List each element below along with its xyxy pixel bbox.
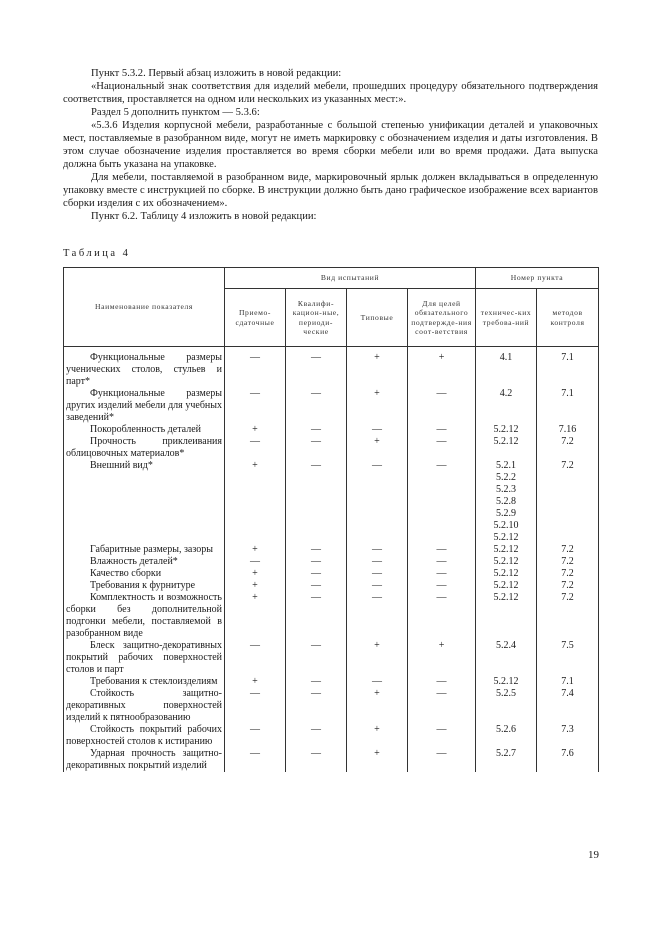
cell-value: — bbox=[311, 352, 321, 363]
table-row bbox=[64, 544, 599, 556]
cell-value: — bbox=[372, 556, 382, 567]
cell-value: 7.2 bbox=[561, 592, 574, 603]
header-acceptance: Приемо-сдаточные bbox=[225, 289, 286, 347]
clause-number: 5.2.3 bbox=[496, 484, 517, 495]
cell-value: — bbox=[311, 580, 321, 591]
cell-qualification bbox=[286, 592, 347, 640]
cell-acceptance bbox=[225, 592, 286, 640]
cell-mandatory-confirmation bbox=[408, 640, 476, 676]
cell-indicator-name bbox=[64, 347, 225, 389]
cell-value: + bbox=[252, 568, 258, 579]
cell-value: 5.2.12 bbox=[493, 424, 519, 435]
header-control-methods: методов контроля bbox=[537, 289, 599, 347]
cell-control-methods bbox=[537, 436, 599, 460]
indicator-name-text: Требования к стеклоизделиям bbox=[90, 676, 218, 687]
cell-technical-requirements bbox=[476, 724, 537, 748]
header-indicator-name: Наименование показателя bbox=[64, 268, 225, 347]
cell-indicator-name bbox=[64, 640, 225, 676]
cell-indicator-name bbox=[64, 580, 225, 592]
cell-technical-requirements bbox=[476, 688, 537, 724]
cell-value: + bbox=[252, 424, 258, 435]
cell-value: — bbox=[250, 436, 260, 447]
cell-mandatory-confirmation bbox=[408, 592, 476, 640]
cell-acceptance bbox=[225, 424, 286, 436]
table-row bbox=[64, 460, 599, 544]
cell-value: 7.3 bbox=[561, 724, 574, 735]
cell-qualification bbox=[286, 724, 347, 748]
cell-type-tests bbox=[347, 676, 408, 688]
cell-value: — bbox=[372, 568, 382, 579]
cell-technical-requirements bbox=[476, 580, 537, 592]
cell-type-tests bbox=[347, 592, 408, 640]
indicator-name-text: Габаритные размеры, зазоры bbox=[90, 544, 213, 555]
cell-qualification bbox=[286, 460, 347, 544]
cell-value: — bbox=[311, 688, 321, 699]
cell-value: — bbox=[311, 460, 321, 471]
cell-control-methods bbox=[537, 544, 599, 556]
cell-technical-requirements bbox=[476, 347, 537, 389]
cell-indicator-name bbox=[64, 688, 225, 724]
clause-number: 5.2.2 bbox=[496, 472, 517, 483]
clause-number: 5.2.9 bbox=[496, 508, 517, 519]
cell-indicator-name bbox=[64, 436, 225, 460]
cell-value: — bbox=[250, 556, 260, 567]
table-row bbox=[64, 640, 599, 676]
cell-technical-requirements bbox=[476, 592, 537, 640]
indicator-name-text: Стойкость защитно-декоративных поверхностей изделий к пятнообразованию bbox=[66, 688, 222, 723]
cell-acceptance bbox=[225, 724, 286, 748]
cell-value: + bbox=[252, 592, 258, 603]
cell-value: — bbox=[311, 640, 321, 651]
cell-value: — bbox=[436, 748, 447, 759]
cell-value: — bbox=[311, 436, 321, 447]
cell-value: — bbox=[311, 592, 321, 603]
cell-technical-requirements bbox=[476, 460, 537, 544]
cell-control-methods bbox=[537, 388, 599, 424]
indicator-name-text: Стойкость покрытий рабочих поверхностей столов к истиранию bbox=[66, 724, 222, 747]
cell-value: 5.2.4 bbox=[496, 640, 517, 651]
table-body bbox=[64, 347, 599, 773]
cell-value: — bbox=[311, 556, 321, 567]
cell-acceptance bbox=[225, 347, 286, 389]
cell-value: — bbox=[250, 388, 260, 399]
cell-control-methods bbox=[537, 676, 599, 688]
cell-value: — bbox=[436, 676, 447, 687]
cell-technical-requirements bbox=[476, 424, 537, 436]
table-row bbox=[64, 424, 599, 436]
cell-value: + bbox=[374, 352, 380, 363]
cell-indicator-name bbox=[64, 388, 225, 424]
header-clause-number-group: Номер пункта bbox=[476, 268, 599, 289]
cell-control-methods bbox=[537, 688, 599, 724]
cell-value: 7.4 bbox=[561, 688, 574, 699]
cell-mandatory-confirmation bbox=[408, 347, 476, 389]
cell-value: — bbox=[250, 640, 260, 651]
indicator-name-text: Комплектность и возможность сборки без дополнительной подгонки мебели, поставляемой в разобранном виде bbox=[66, 592, 222, 639]
table-row bbox=[64, 580, 599, 592]
cell-value: — bbox=[436, 556, 447, 567]
cell-type-tests bbox=[347, 436, 408, 460]
cell-value: 7.16 bbox=[558, 424, 577, 435]
indicator-name-text: Блеск защитно-декоративных покрытий рабочих поверхностей столов и парт bbox=[66, 640, 222, 675]
table-row bbox=[64, 347, 599, 389]
table-row bbox=[64, 568, 599, 580]
cell-value: — bbox=[436, 388, 447, 399]
header-type-tests: Типовые bbox=[347, 289, 408, 347]
cell-value: + bbox=[374, 640, 380, 651]
clause-number: 5.2.12 bbox=[493, 532, 519, 543]
cell-indicator-name bbox=[64, 592, 225, 640]
cell-value: — bbox=[436, 460, 447, 471]
cell-qualification bbox=[286, 676, 347, 688]
cell-mandatory-confirmation bbox=[408, 424, 476, 436]
cell-value: + bbox=[252, 460, 258, 471]
cell-acceptance bbox=[225, 388, 286, 424]
cell-value: — bbox=[372, 580, 382, 591]
cell-indicator-name bbox=[64, 748, 225, 772]
cell-indicator-name bbox=[64, 460, 225, 544]
cell-acceptance bbox=[225, 748, 286, 772]
cell-type-tests bbox=[347, 544, 408, 556]
cell-type-tests bbox=[347, 347, 408, 389]
cell-value: 4.1 bbox=[499, 352, 513, 363]
cell-mandatory-confirmation bbox=[408, 580, 476, 592]
indicator-name-text: Функциональные размеры ученических столов, стульев и парт* bbox=[66, 352, 222, 387]
cell-value: 7.5 bbox=[561, 640, 574, 651]
cell-value: 5.2.12 bbox=[493, 676, 519, 687]
cell-indicator-name bbox=[64, 568, 225, 580]
clause-number: 5.2.8 bbox=[496, 496, 517, 507]
paragraph-clause-6-2: Пункт 6.2. Таблицу 4 изложить в новой редакции: bbox=[91, 211, 317, 222]
indicator-name-text: Функциональные размеры других изделий мебели для учебных заведений* bbox=[66, 388, 222, 423]
cell-value: + bbox=[374, 748, 380, 759]
cell-value: 5.2.12 bbox=[493, 556, 519, 567]
indicator-name-text: Влажность деталей* bbox=[90, 556, 178, 567]
cell-value: — bbox=[250, 352, 260, 363]
cell-type-tests bbox=[347, 388, 408, 424]
cell-control-methods bbox=[537, 640, 599, 676]
cell-value: 7.1 bbox=[561, 388, 574, 399]
cell-mandatory-confirmation bbox=[408, 544, 476, 556]
cell-value: 5.2.6 bbox=[496, 724, 517, 735]
table-row bbox=[64, 748, 599, 772]
cell-qualification bbox=[286, 436, 347, 460]
indicator-name-text: Качество сборки bbox=[90, 568, 162, 579]
header-qualification: Квалифи-кацион-ные, периоди-ческие bbox=[286, 289, 347, 347]
cell-technical-requirements bbox=[476, 436, 537, 460]
header-test-type-group: Вид испытаний bbox=[225, 268, 476, 289]
paragraph-clause-5-3-6: «5.3.6 Изделия корпусной мебели, разработанные с большой степенью унификации деталей и упаковочных мест, поставляемые в разобранном виде, могут не иметь маркировку с обозначением изделия и даты изготовления. В этом случае обозначение изделия проставляется во время сборки мебели или во время продажи. Дата выпуска должна быть указана на упаковке. bbox=[63, 120, 598, 170]
cell-technical-requirements bbox=[476, 748, 537, 772]
cell-technical-requirements bbox=[476, 676, 537, 688]
cell-qualification bbox=[286, 568, 347, 580]
cell-value: 7.2 bbox=[561, 460, 574, 471]
cell-indicator-name bbox=[64, 424, 225, 436]
cell-value: 5.2.7 bbox=[496, 748, 517, 759]
indicator-name-text: Требования к фурнитуре bbox=[90, 580, 196, 591]
cell-value: — bbox=[436, 568, 447, 579]
cell-value: 5.2.12 bbox=[493, 568, 519, 579]
cell-value: + bbox=[252, 676, 258, 687]
cell-value: 7.1 bbox=[561, 352, 574, 363]
cell-qualification bbox=[286, 748, 347, 772]
cell-value: — bbox=[436, 688, 447, 699]
cell-indicator-name bbox=[64, 556, 225, 568]
cell-value: — bbox=[250, 724, 260, 735]
cell-indicator-name bbox=[64, 676, 225, 688]
table-row bbox=[64, 592, 599, 640]
cell-control-methods bbox=[537, 347, 599, 389]
cell-mandatory-confirmation bbox=[408, 568, 476, 580]
cell-mandatory-confirmation bbox=[408, 724, 476, 748]
cell-mandatory-confirmation bbox=[408, 676, 476, 688]
cell-value: + bbox=[374, 388, 380, 399]
cell-qualification bbox=[286, 388, 347, 424]
cell-acceptance bbox=[225, 436, 286, 460]
cell-mandatory-confirmation bbox=[408, 436, 476, 460]
cell-value: 5.2.5 bbox=[496, 688, 517, 699]
cell-control-methods bbox=[537, 556, 599, 568]
header-technical-requirements: техничес-ких требова-ний bbox=[476, 289, 537, 347]
cell-type-tests bbox=[347, 424, 408, 436]
cell-qualification bbox=[286, 688, 347, 724]
cell-value: — bbox=[436, 724, 447, 735]
cell-indicator-name bbox=[64, 724, 225, 748]
cell-qualification bbox=[286, 580, 347, 592]
cell-value: 5.2.12 bbox=[493, 592, 519, 603]
cell-value: 7.2 bbox=[561, 436, 574, 447]
cell-mandatory-confirmation bbox=[408, 748, 476, 772]
cell-value: + bbox=[438, 640, 445, 651]
cell-control-methods bbox=[537, 568, 599, 580]
cell-control-methods bbox=[537, 724, 599, 748]
cell-type-tests bbox=[347, 748, 408, 772]
cell-value: 7.2 bbox=[561, 568, 574, 579]
cell-type-tests bbox=[347, 568, 408, 580]
indicator-name-text: Покоробленность деталей bbox=[90, 424, 201, 435]
cell-type-tests bbox=[347, 640, 408, 676]
cell-mandatory-confirmation bbox=[408, 460, 476, 544]
paragraph-disassembled-furniture: Для мебели, поставляемой в разобранном виде, маркировочный ярлык должен вкладываться в определенную упаковку вместе с инструкцией по сборке. В инструкции должно быть дано графическое изображение всех вариантов сборки изделия с их обозначением». bbox=[63, 172, 598, 209]
cell-control-methods bbox=[537, 748, 599, 772]
cell-value: 7.2 bbox=[561, 556, 574, 567]
cell-acceptance bbox=[225, 460, 286, 544]
cell-control-methods bbox=[537, 460, 599, 544]
cell-value: — bbox=[436, 436, 447, 447]
cell-value: — bbox=[250, 748, 260, 759]
cell-value: — bbox=[311, 676, 321, 687]
indicator-name-text: Внешний вид* bbox=[90, 460, 153, 471]
cell-acceptance bbox=[225, 688, 286, 724]
cell-type-tests bbox=[347, 580, 408, 592]
cell-acceptance bbox=[225, 568, 286, 580]
cell-acceptance bbox=[225, 556, 286, 568]
cell-mandatory-confirmation bbox=[408, 388, 476, 424]
table-row bbox=[64, 388, 599, 424]
clause-number: 5.2.1 bbox=[496, 460, 517, 471]
cell-qualification bbox=[286, 556, 347, 568]
cell-qualification bbox=[286, 347, 347, 389]
indicator-name-text: Прочность приклеивания облицовочных материалов* bbox=[66, 436, 222, 459]
cell-value: — bbox=[436, 424, 447, 435]
cell-type-tests bbox=[347, 556, 408, 568]
cell-value: + bbox=[252, 544, 258, 555]
indicator-name-text: Ударная прочность защитно-декоративных покрытий изделий bbox=[66, 748, 222, 771]
cell-type-tests bbox=[347, 460, 408, 544]
cell-value: — bbox=[436, 580, 447, 591]
cell-acceptance bbox=[225, 580, 286, 592]
page-number: 19 bbox=[588, 849, 599, 861]
cell-value: + bbox=[374, 436, 380, 447]
cell-mandatory-confirmation bbox=[408, 556, 476, 568]
cell-qualification bbox=[286, 544, 347, 556]
cell-value: + bbox=[374, 724, 380, 735]
cell-technical-requirements bbox=[476, 388, 537, 424]
cell-acceptance bbox=[225, 640, 286, 676]
cell-acceptance bbox=[225, 676, 286, 688]
table-row bbox=[64, 436, 599, 460]
cell-control-methods bbox=[537, 580, 599, 592]
cell-value: 7.2 bbox=[561, 580, 574, 591]
cell-type-tests bbox=[347, 724, 408, 748]
cell-value: — bbox=[311, 544, 321, 555]
table-row bbox=[64, 676, 599, 688]
cell-type-tests bbox=[347, 688, 408, 724]
cell-value: — bbox=[372, 460, 382, 471]
cell-value: — bbox=[436, 544, 447, 555]
cell-value: — bbox=[311, 568, 321, 579]
table-row bbox=[64, 688, 599, 724]
cell-value: 7.1 bbox=[561, 676, 574, 687]
table-caption: Таблица 4 bbox=[63, 248, 131, 259]
cell-value: — bbox=[372, 592, 382, 603]
cell-value: + bbox=[438, 352, 445, 363]
cell-technical-requirements bbox=[476, 640, 537, 676]
cell-technical-requirements bbox=[476, 544, 537, 556]
paragraph-conformity-mark: «Национальный знак соответствия для изделий мебели, прошедших процедуру обязательного подтверждения соответствия, проставляется на одном или нескольких из указанных мест:». bbox=[63, 81, 598, 105]
cell-technical-requirements bbox=[476, 568, 537, 580]
cell-value: 5.2.12 bbox=[493, 580, 519, 591]
cell-qualification bbox=[286, 424, 347, 436]
cell-value: 5.2.12 bbox=[493, 544, 519, 555]
cell-control-methods bbox=[537, 592, 599, 640]
cell-qualification bbox=[286, 640, 347, 676]
cell-value: + bbox=[252, 580, 258, 591]
cell-value: — bbox=[311, 748, 321, 759]
cell-value: — bbox=[311, 424, 321, 435]
cell-value: — bbox=[372, 424, 382, 435]
clause-number: 5.2.10 bbox=[493, 520, 519, 531]
table-row bbox=[64, 724, 599, 748]
paragraph-clause-5-3-2: Пункт 5.3.2. Первый абзац изложить в новой редакции: bbox=[91, 68, 342, 79]
cell-control-methods bbox=[537, 424, 599, 436]
cell-value: 4.2 bbox=[499, 388, 513, 399]
cell-value: — bbox=[311, 388, 321, 399]
header-mandatory-confirmation: Для целей обязательного подтвержде-ния соот-ветствия bbox=[408, 289, 476, 347]
cell-mandatory-confirmation bbox=[408, 688, 476, 724]
tests-table bbox=[63, 267, 599, 772]
cell-value: — bbox=[372, 676, 382, 687]
cell-value: — bbox=[372, 544, 382, 555]
cell-value: 5.2.12 bbox=[493, 436, 519, 447]
paragraph-section-5-addition: Раздел 5 дополнить пунктом — 5.3.6: bbox=[91, 107, 260, 118]
cell-technical-requirements bbox=[476, 556, 537, 568]
cell-acceptance bbox=[225, 544, 286, 556]
cell-value: — bbox=[311, 724, 321, 735]
cell-value: + bbox=[374, 688, 380, 699]
cell-indicator-name bbox=[64, 544, 225, 556]
table-row bbox=[64, 556, 599, 568]
cell-value: 7.6 bbox=[561, 748, 574, 759]
cell-value: — bbox=[250, 688, 260, 699]
cell-value: 7.2 bbox=[561, 544, 574, 555]
cell-value: — bbox=[436, 592, 447, 603]
